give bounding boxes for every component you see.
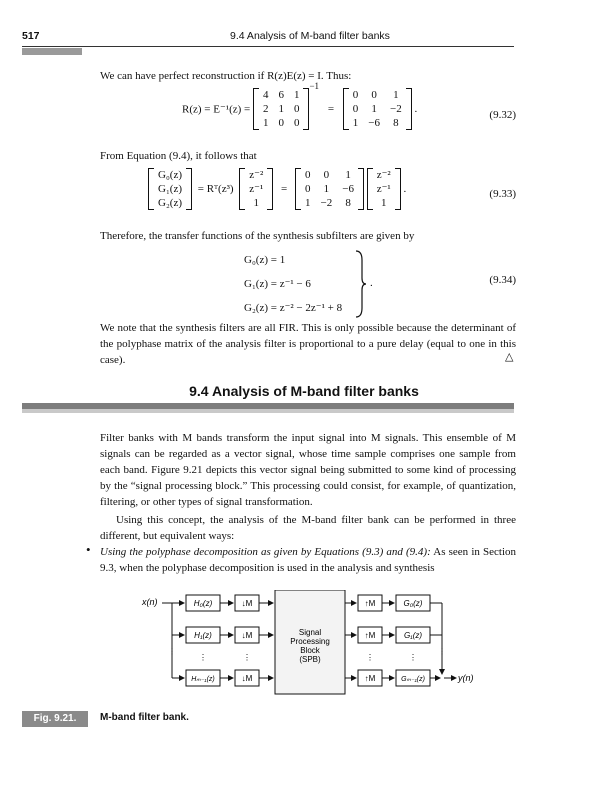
paragraph: We can have perfect reconstruction if R(z)E(z) = I. Thus: — [100, 70, 352, 82]
vector-cell: z⁻² — [249, 169, 264, 181]
vector-cell: 1 — [380, 197, 387, 209]
spb-line: Processing — [290, 637, 330, 646]
matrix-cell: 1 — [293, 89, 300, 101]
matrix-cell: 8 — [345, 197, 351, 209]
vector-g — [148, 168, 192, 210]
end-proof-triangle: △ — [505, 351, 514, 363]
paragraph: Therefore, the transfer functions of the synthesis subfilters are given by — [100, 230, 415, 242]
paragraph: From Equation (9.4), it follows that — [100, 150, 257, 162]
h0-label: H₀(z) — [193, 599, 213, 608]
page-number: 517 — [22, 30, 40, 42]
bullet-rest: As seen in Section 9.3, when the polyphase decomposition is used in the analysis and synthesis — [100, 546, 517, 574]
matrix-cell: 1 — [262, 117, 269, 129]
matrix-a — [253, 88, 310, 130]
spb-line: Signal — [298, 628, 322, 637]
vector-cell: z⁻¹ — [249, 183, 264, 195]
paragraph: Filter banks with M bands transform the input signal into M signals. This ensemble of M signals can be regarded as a vector signal, whose time sample comprises one sample from each band. Figure 9.21 depicts this vector signal being submitted to some kind of processing by the “signal processing block.” This processing could consist, for example, of quantization, filtering, or other types of signal transformation. — [100, 432, 516, 508]
svg-text:⋮: ⋮ — [409, 653, 417, 662]
spb-line: Block — [300, 646, 320, 655]
matrix-cell: 0 — [293, 117, 300, 129]
equation-9-33: G₀(z) G₁(z) G₂(z) = Rᵀ(z³) z⁻² z⁻¹ 1 = 0 0 1 0 1 −6 1 −2 8 z⁻² z⁻¹ 1 . — [148, 168, 406, 210]
hm-label: Hₘ₋₁(z) — [191, 676, 215, 683]
vector-cell: z⁻¹ — [376, 183, 391, 195]
matrix-cell: 2 — [262, 103, 269, 115]
svg-text:⋮: ⋮ — [199, 653, 207, 662]
eq-line: G₀(z) = 1 — [244, 254, 286, 266]
vector-z — [239, 168, 273, 210]
matrix-cell: 1 — [371, 103, 377, 115]
down-label: ↓M — [241, 599, 253, 608]
matrix-b — [295, 168, 364, 210]
bullet-item — [100, 544, 516, 576]
matrix-cell: 1 — [323, 183, 330, 195]
spb-line: (SPB) — [299, 655, 321, 664]
matrix-cell: 0 — [305, 169, 311, 181]
svg-text:⋮: ⋮ — [438, 647, 446, 656]
paragraph: We note that the synthesis filters are all FIR. This is only possible because the determinant of the polyphase matrix of the analysis filter is proportional to a pure delay (equal to one in this case). — [100, 322, 516, 366]
exponent: −1 — [309, 80, 320, 91]
eq-line: G₂(z) = z⁻² − 2z⁻¹ + 8 — [244, 302, 343, 314]
matrix-cell: 0 — [352, 103, 359, 115]
figure-caption: M-band filter bank. — [100, 712, 189, 723]
eq-mid: = Rᵀ(z³) — [197, 183, 234, 195]
equation-number: (9.32) — [489, 109, 516, 121]
h1-label: H₁(z) — [194, 631, 212, 640]
equation-number: (9.34) — [489, 274, 516, 286]
matrix-cell: 1 — [345, 169, 351, 181]
matrix-b — [343, 88, 412, 130]
svg-text:⋮: ⋮ — [243, 653, 251, 662]
section-title: 9.4 Analysis of M-band filter banks — [189, 383, 419, 399]
header-rule — [22, 46, 514, 47]
figure-label: Fig. 9.21. — [22, 711, 88, 727]
bullet-marker: • — [86, 542, 91, 557]
output-label: y(n) — [458, 673, 474, 683]
up-label: ↑M — [364, 631, 376, 640]
vector-cell: G₀(z) — [158, 169, 182, 181]
matrix-cell: 1 — [352, 117, 359, 129]
bullet-lead: Using the polyphase decomposition as given by Equations (9.3) and (9.4): — [100, 546, 431, 558]
eq-lhs: R(z) = E⁻¹(z) = — [182, 103, 251, 116]
right-brace — [354, 250, 368, 318]
vector-cell: z⁻² — [376, 169, 391, 181]
filter-bank-diagram — [140, 590, 480, 700]
page-header — [22, 30, 512, 44]
header-tab-mark — [22, 48, 82, 55]
equation-9-34 — [244, 248, 342, 320]
svg-text:⋮: ⋮ — [168, 647, 176, 656]
down-label: ↓M — [241, 631, 253, 640]
matrix-cell: −2 — [320, 197, 333, 209]
vector-cell: 1 — [253, 197, 260, 209]
equation-number: (9.33) — [489, 188, 516, 200]
matrix-cell: 4 — [262, 89, 269, 101]
matrix-cell: 6 — [278, 89, 284, 101]
up-label: ↑M — [364, 674, 376, 683]
equation-9-32: R(z) = E⁻¹(z) = 4 6 1 2 1 0 1 0 0 $^{-1}$ = 0 0 1 0 1 −2 1 −6 8 . — [182, 80, 418, 129]
matrix-cell: −6 — [368, 117, 380, 129]
down-label: ↓M — [241, 674, 253, 683]
g0-label: G₀(z) — [403, 599, 423, 608]
input-label: x(n) — [142, 597, 158, 607]
running-title: 9.4 Analysis of M-band filter banks — [230, 30, 390, 42]
matrix-cell: 0 — [371, 89, 377, 101]
g1-label: G₁(z) — [403, 631, 423, 640]
section-rule-light — [22, 409, 514, 413]
up-label: ↑M — [364, 599, 376, 608]
paragraph: Using this concept, the analysis of the M-band filter bank can be performed in three different, but equivalent ways: — [100, 514, 516, 542]
matrix-cell: −2 — [390, 103, 402, 115]
matrix-cell: 1 — [305, 197, 311, 209]
matrix-cell: 0 — [323, 169, 330, 181]
matrix-cell: 0 — [305, 183, 311, 195]
matrix-cell: 1 — [278, 103, 284, 115]
vector-cell: G₂(z) — [158, 197, 182, 209]
vector-z2 — [367, 168, 401, 210]
svg-text:⋮: ⋮ — [366, 653, 374, 662]
eq-line: G₁(z) = z⁻¹ − 6 — [244, 278, 311, 290]
matrix-cell: 1 — [393, 89, 399, 101]
gm-label: Gₘ₋₁(z) — [401, 676, 425, 683]
matrix-cell: 8 — [393, 117, 399, 129]
vector-cell: G₁(z) — [158, 183, 182, 195]
matrix-cell: 0 — [293, 103, 300, 115]
matrix-cell: −6 — [342, 183, 354, 195]
matrix-cell: 0 — [278, 117, 284, 129]
matrix-cell: 0 — [352, 89, 359, 101]
